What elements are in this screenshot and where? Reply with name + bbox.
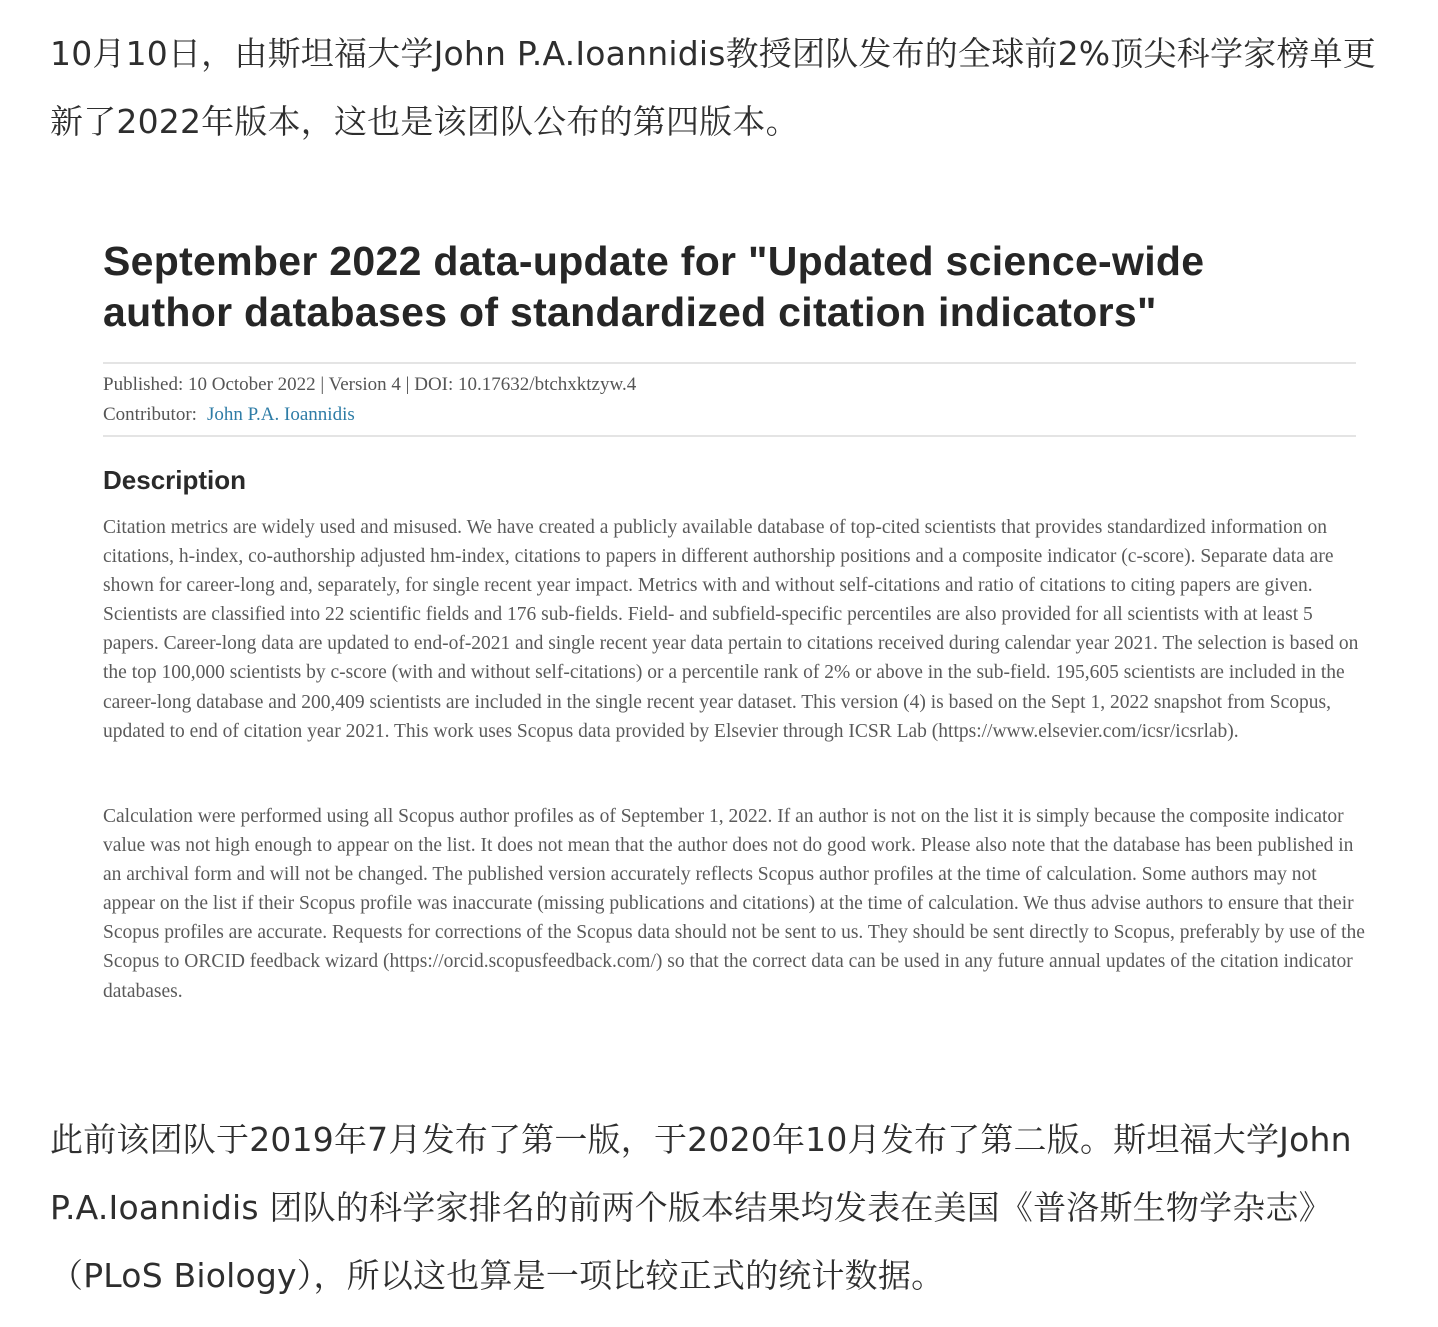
embedded-dataset-screenshot <box>88 220 1368 1020</box>
article-history-paragraph: 此前该团队于2019年7月发布了第一版，于2020年10月发布了第二版。斯坦福大学John P.A.Ioannidis 团队的科学家排名的前两个版本结果均发表在美国《普洛斯生物学杂志》（PLoS Biology），所以这也算是一项比较正式的统计数据。 <box>50 1120 1352 1295</box>
description-paragraph: Citation metrics are widely used and misused. We have created a publicly available database of top-cited scientists that provides standardized information on citations, h-index, co-authorship adjusted hm-index, citations to papers in different authorship positions and a composite indicator (c-score). Separate data are shown for career-long and, separately, for single recent year impact. Metrics with and without self-citations and ratio of citations to citing papers are given. Scientists are classified into 22 scientific fields and 176 sub-fields. Field- and subfield-specific percentiles are also provided for all scientists with at least 5 papers. Career-long data are updated to end-of-2021 and single recent year data pertain to citations received during calendar year 2021. The selection is based on the top 100,000 scientists by c-score (with and without self-citations) or a percentile rank of 2% or above in the sub-field. 195,605 scientists are included in the career-long database and 200,409 scientists are included in the single recent year dataset. This version (4) is based on the Sept 1, 2022 snapshot from Scopus, updated to end of citation year 2021. This work uses Scopus data provided by Elsevier through ICSR Lab (https://www.elsevier.com/icsr/icsrlab). <box>103 517 1359 742</box>
description-heading: Description <box>103 465 247 495</box>
publication-meta: Published: 10 October 2022 | Version 4 | DOI: 10.17632/btchxktzyw.4 <box>103 374 637 395</box>
dataset-title: September 2022 data-update for "Updated science-wide author databases of standardized citation indicators" <box>103 238 1205 335</box>
divider <box>103 435 1356 437</box>
contributor-line <box>103 400 355 430</box>
contributor-label: Contributor: <box>103 404 197 425</box>
divider <box>103 362 1356 364</box>
contributor-link[interactable]: John P.A. Ioannidis <box>206 404 355 425</box>
article-intro-paragraph: 10月10日，由斯坦福大学John P.A.Ioannidis教授团队发布的全球前2%顶尖科学家榜单更新了2022年版本，这也是该团队公布的第四版本。 <box>50 34 1376 141</box>
description-paragraph: Calculation were performed using all Scopus author profiles as of September 1, 2022. If an author is not on the list it is simply because the composite indicator value was not high enough to appear on the list. It does not mean that the author does not do good work. Please also note that the database has been published in an archival form and will not be changed. The published version accurately reflects Scopus author profiles at the time of calculation. Some authors may not appear on the list if their Scopus profile was inaccurate (missing publications and citations) at the time of calculation. We thus advise authors to ensure that their Scopus profiles are accurate. Requests for corrections of the Scopus data should not be sent to us. They should be sent directly to Scopus, preferably by use of the Scopus to ORCID feedback wizard (https://orcid.scopusfeedback.com/) so that the correct data can be used in any future annual updates of the citation indicator databases. <box>103 806 1365 1002</box>
